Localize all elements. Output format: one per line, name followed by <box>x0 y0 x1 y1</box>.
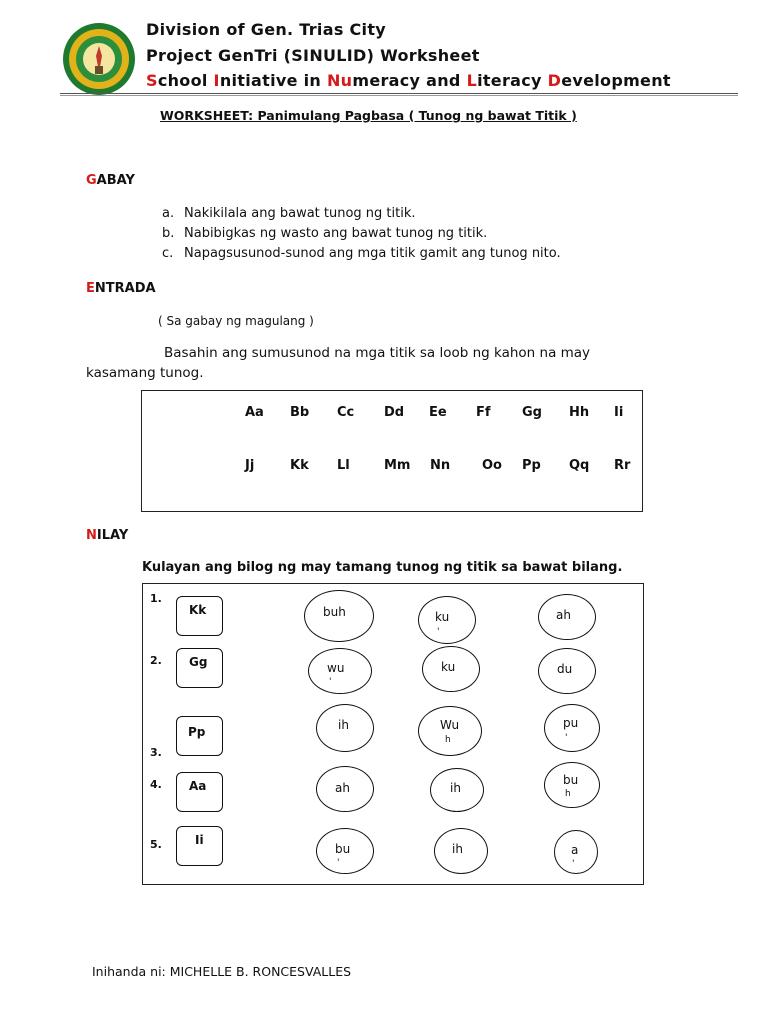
letter-pair: Gg <box>522 405 542 420</box>
letter-card: Ii <box>176 826 223 866</box>
gabay-item-c: c. Napagsusunod-sunod ang mga titik gamit ang tunog nito. <box>162 246 561 261</box>
entrada-note: ( Sa gabay ng magulang ) <box>158 314 314 328</box>
entrada-heading: ENTRADA <box>86 281 156 296</box>
letter-pair: Qq <box>569 458 590 473</box>
answer-circle[interactable]: ih <box>430 768 484 812</box>
answer-circle[interactable]: buh <box>304 590 374 642</box>
division-seal-logo <box>62 22 136 96</box>
answer-circle[interactable]: ah <box>538 594 596 640</box>
gabay-item-a: a. Nakikilala ang bawat tunog ng titik. <box>162 206 416 221</box>
answer-circle[interactable]: Wu h <box>418 706 482 756</box>
letter-card: Pp <box>176 716 223 756</box>
answer-circle[interactable]: du <box>538 648 596 694</box>
gabay-item-b: b. Nabibigkas ng wasto ang bawat tunog ng titik. <box>162 226 488 241</box>
answer-circle[interactable]: ku <box>422 646 480 692</box>
letter-pair: Ee <box>429 405 447 420</box>
answer-circle[interactable]: a ' <box>554 830 598 874</box>
letter-pair: Rr <box>614 458 631 473</box>
entrada-paragraph: Basahin ang sumusunod na mga titik sa loob ng kahon na may kasamang tunog. <box>86 345 591 381</box>
letter-pair: Oo <box>482 458 502 473</box>
item-number: 4. <box>150 778 162 791</box>
header-divider <box>60 93 738 96</box>
letter-pair: Ff <box>476 405 491 420</box>
answer-circle[interactable]: ku ' <box>418 596 476 644</box>
letter-card: Kk <box>176 596 223 636</box>
letter-card: Gg <box>176 648 223 688</box>
nilay-instruction: Kulayan ang bilog ng may tamang tunog ng titik sa bawat bilang. <box>142 560 623 575</box>
item-number: 5. <box>150 838 162 851</box>
answer-circle[interactable]: wu ' <box>308 648 372 694</box>
header-division: Division of Gen. Trias City <box>146 20 387 39</box>
nilay-heading: NILAY <box>86 528 129 543</box>
letter-pair: Ll <box>337 458 350 473</box>
item-number: 3. <box>150 746 162 759</box>
item-number: 1. <box>150 592 162 605</box>
letter-pair: Nn <box>430 458 451 473</box>
letter-pair: Cc <box>337 405 355 420</box>
header-project: Project GenTri (SINULID) Worksheet <box>146 46 480 65</box>
answer-circle[interactable]: ah <box>316 766 374 812</box>
item-number: 2. <box>150 654 162 667</box>
letter-pair: Pp <box>522 458 541 473</box>
answer-circle[interactable]: pu ' <box>544 704 600 752</box>
prepared-by: Inihanda ni: MICHELLE B. RONCESVALLES <box>92 964 352 979</box>
gabay-heading: GABAY <box>86 173 135 188</box>
letter-pair: Kk <box>290 458 309 473</box>
answer-circle[interactable]: bu h <box>544 762 600 808</box>
letter-pair: Jj <box>245 458 255 473</box>
letter-pair: Dd <box>384 405 405 420</box>
worksheet-title: WORKSHEET: Panimulang Pagbasa ( Tunog ng bawat Titik ) <box>160 108 577 123</box>
letter-pair: Hh <box>569 405 590 420</box>
answer-circle[interactable]: bu ' <box>316 828 374 874</box>
letter-pair: Ii <box>614 405 624 420</box>
answer-circle[interactable]: ih <box>434 828 488 874</box>
letter-pair: Bb <box>290 405 310 420</box>
answer-circle[interactable]: ih <box>316 704 374 752</box>
header-sinulid: School Initiative in Numeracy and Literacy Development <box>146 71 671 90</box>
letter-pair: Mm <box>384 458 411 473</box>
letter-pair: Aa <box>245 405 264 420</box>
letter-card: Aa <box>176 772 223 812</box>
